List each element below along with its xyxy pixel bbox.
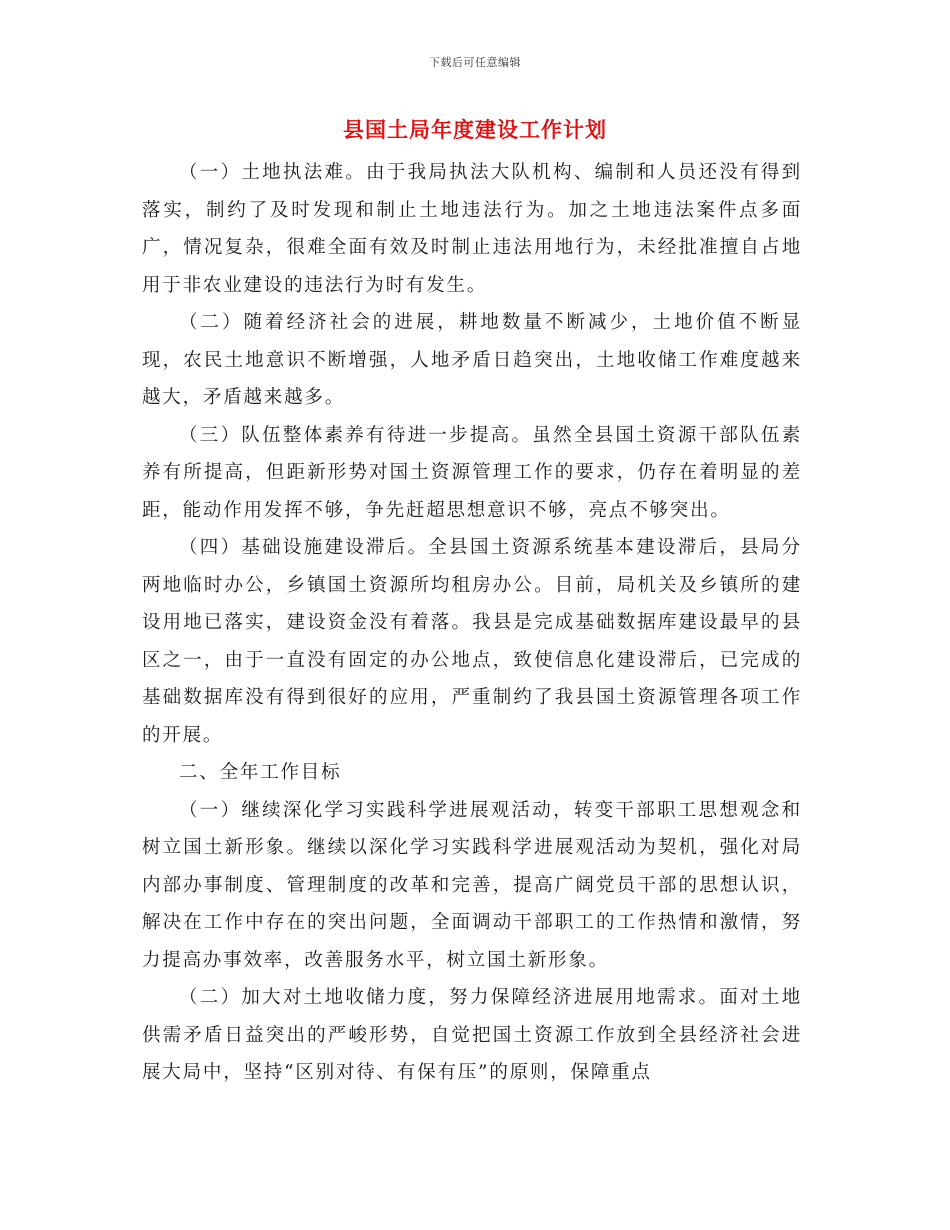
section-heading-annual-goals: 二、全年工作目标 — [179, 762, 342, 783]
paragraph-goal-1: （一）继续深化学习实践科学进展观活动，转变干部职工思想观念和树立国土新形象。继续以深化学习实践科学进展观活动为契机，强化对局内部办事制度、管理制度的改革和完善，提高广阔党员干部的思想认识，解决在工作中存在的突出问题，全面调动干部职工的工作热情和激情，努力提高办事效率，改善服务水平，树立国土新形象。 — [142, 799, 802, 971]
paragraph-problem-3: （三）队伍整体素养有待进一步提高。虽然全县国土资源干部队伍素养有所提高，但距新形势对国土资源管理工作的要求，仍存在着明显的差距，能动作用发挥不够，争先赶超思想意识不够，亮点不够突出。 — [142, 424, 802, 521]
paragraph-problem-2: （二）随着经济社会的进展，耕地数量不断减少，土地价值不断显现，农民土地意识不断增强，人地矛盾日趋突出，土地收储工作难度越来越大，矛盾越来越多。 — [142, 312, 802, 408]
document-body — [142, 154, 802, 1092]
header-note: 下载后可任意编辑 — [429, 56, 521, 69]
paragraph-problem-4: （四）基础设施建设滞后。全县国土资源系统基本建设滞后，县局分两地临时办公，乡镇国土资源所均租房办公。目前，局机关及乡镇所的建设用地已落实，建设资金没有着落。我县是完成基础数据库建设最早的县区之一，由于一直没有固定的办公地点，致使信息化建设滞后，已完成的基础数据库没有得到很好的应用，严重制约了我县国土资源管理各项工作的开展。 — [142, 537, 802, 746]
paragraph-problem-1: （一）土地执法难。由于我局执法大队机构、编制和人员还没有得到落实，制约了及时发现和制止土地违法行为。加之土地违法案件点多面广，情况复杂，很难全面有效及时制止违法用地行为，未经批准擅自占地用于非农业建设的违法行为时有发生。 — [142, 162, 802, 296]
paragraph-goal-2: （二）加大对土地收储力度，努力保障经济进展用地需求。面对土地供需矛盾日益突出的严峻形势，自觉把国土资源工作放到全县经济社会进展大局中，坚持“区别对待、有保有压”的原则，保障重点 — [142, 987, 802, 1083]
document-title: 县国土局年度建设工作计划 — [343, 117, 607, 142]
